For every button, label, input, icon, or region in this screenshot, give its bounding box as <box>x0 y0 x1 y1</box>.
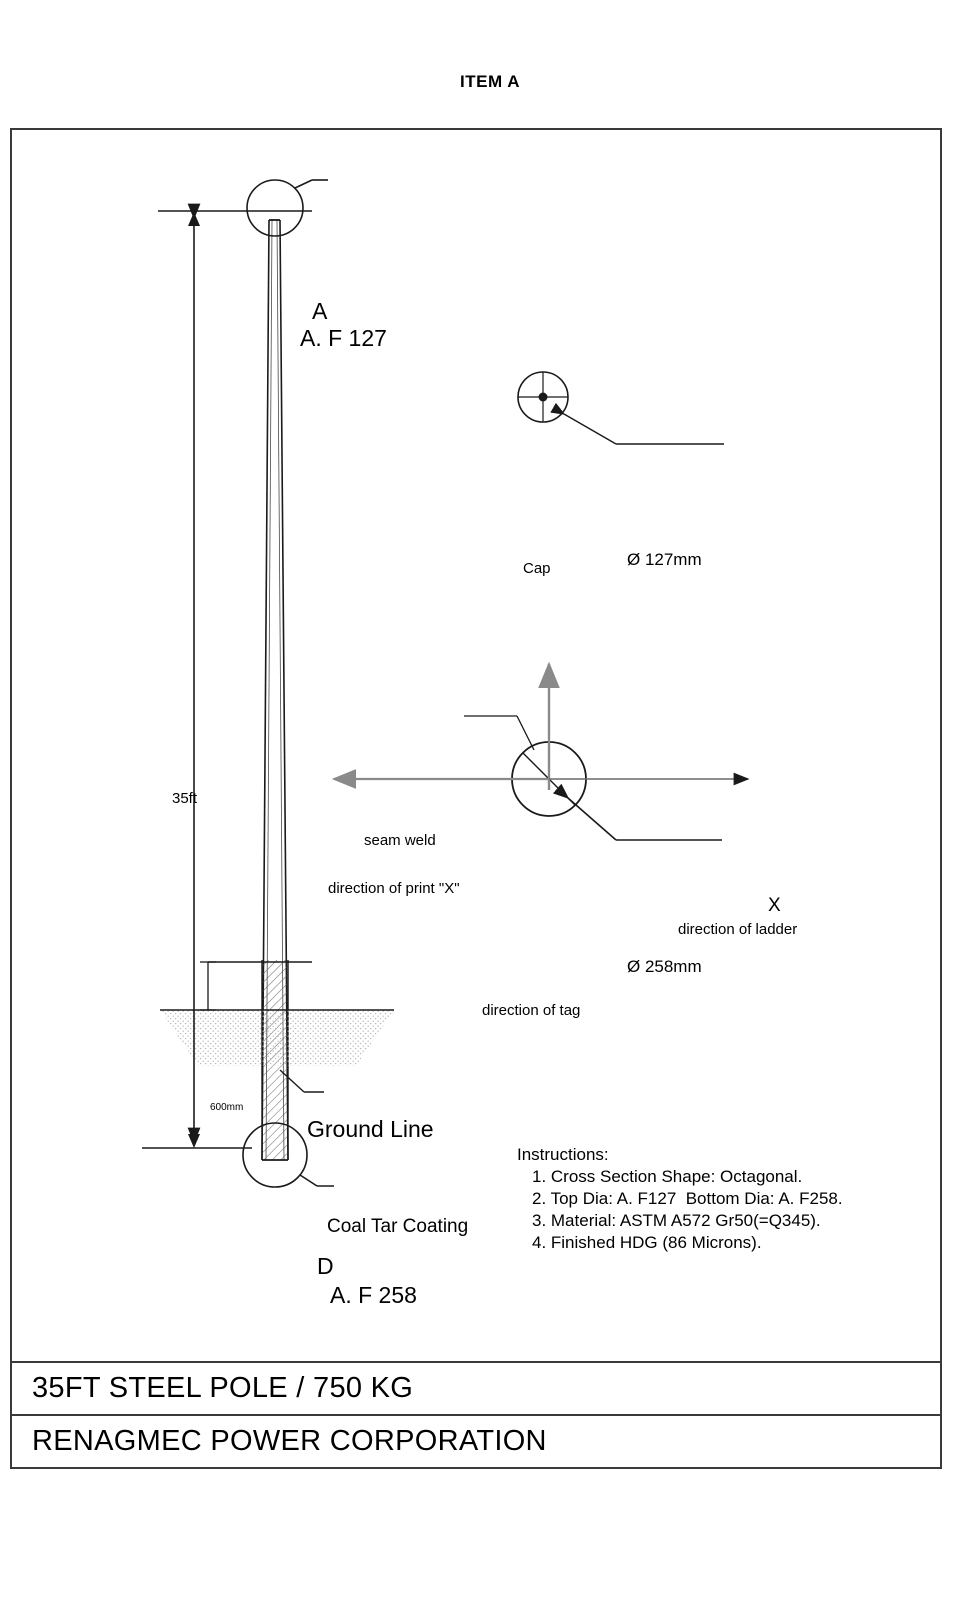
axis-x-label: X <box>768 895 781 916</box>
instructions-item: 2. Top Dia: A. F127 Bottom Dia: A. F258. <box>532 1189 843 1208</box>
cap-label: Cap <box>523 560 551 577</box>
cap-diameter-label: Ø 127mm <box>627 550 702 569</box>
instructions-heading: Instructions: <box>517 1145 609 1164</box>
ground-line-label: Ground Line <box>307 1116 434 1142</box>
instructions-item: 4. Finished HDG (86 Microns). <box>532 1233 762 1252</box>
cap-detail <box>518 372 724 444</box>
cross-section-detail <box>334 664 748 840</box>
top-callout-letter-label: A <box>312 298 328 324</box>
direction-of-print-label: direction of print "X" <box>328 880 460 897</box>
base-diameter-label: Ø 258mm <box>627 957 702 976</box>
embedment-dimension-label: 600mm <box>210 1102 244 1113</box>
page-title: ITEM A <box>460 72 520 91</box>
top-detail-circle <box>247 180 328 236</box>
seam-weld-label: seam weld <box>364 832 436 849</box>
top-diameter-label: A. F 127 <box>300 325 387 351</box>
overall-height-label: 35ft <box>172 790 198 807</box>
overall-height-dimension <box>188 212 200 1148</box>
bottom-callout-letter-label: D <box>317 1253 334 1279</box>
embedment-dimension <box>200 962 216 1010</box>
coal-tar-coating-label: Coal Tar Coating <box>327 1216 469 1237</box>
ground-soil <box>160 1010 394 1066</box>
direction-of-tag-label: direction of tag <box>482 1002 581 1019</box>
instructions-item: 1. Cross Section Shape: Octagonal. <box>532 1167 803 1186</box>
title-block-product: 35FT STEEL POLE / 750 KG <box>10 1362 942 1416</box>
drawing-frame <box>10 128 942 1363</box>
pole-drawing-svg <box>12 130 944 1365</box>
bottom-diameter-label: A. F 258 <box>330 1282 417 1308</box>
title-block-company: RENAGMEC POWER CORPORATION <box>10 1415 942 1469</box>
instructions-item: 3. Material: ASTM A572 Gr50(=Q345). <box>532 1211 821 1230</box>
direction-of-ladder-label: direction of ladder <box>678 921 798 938</box>
